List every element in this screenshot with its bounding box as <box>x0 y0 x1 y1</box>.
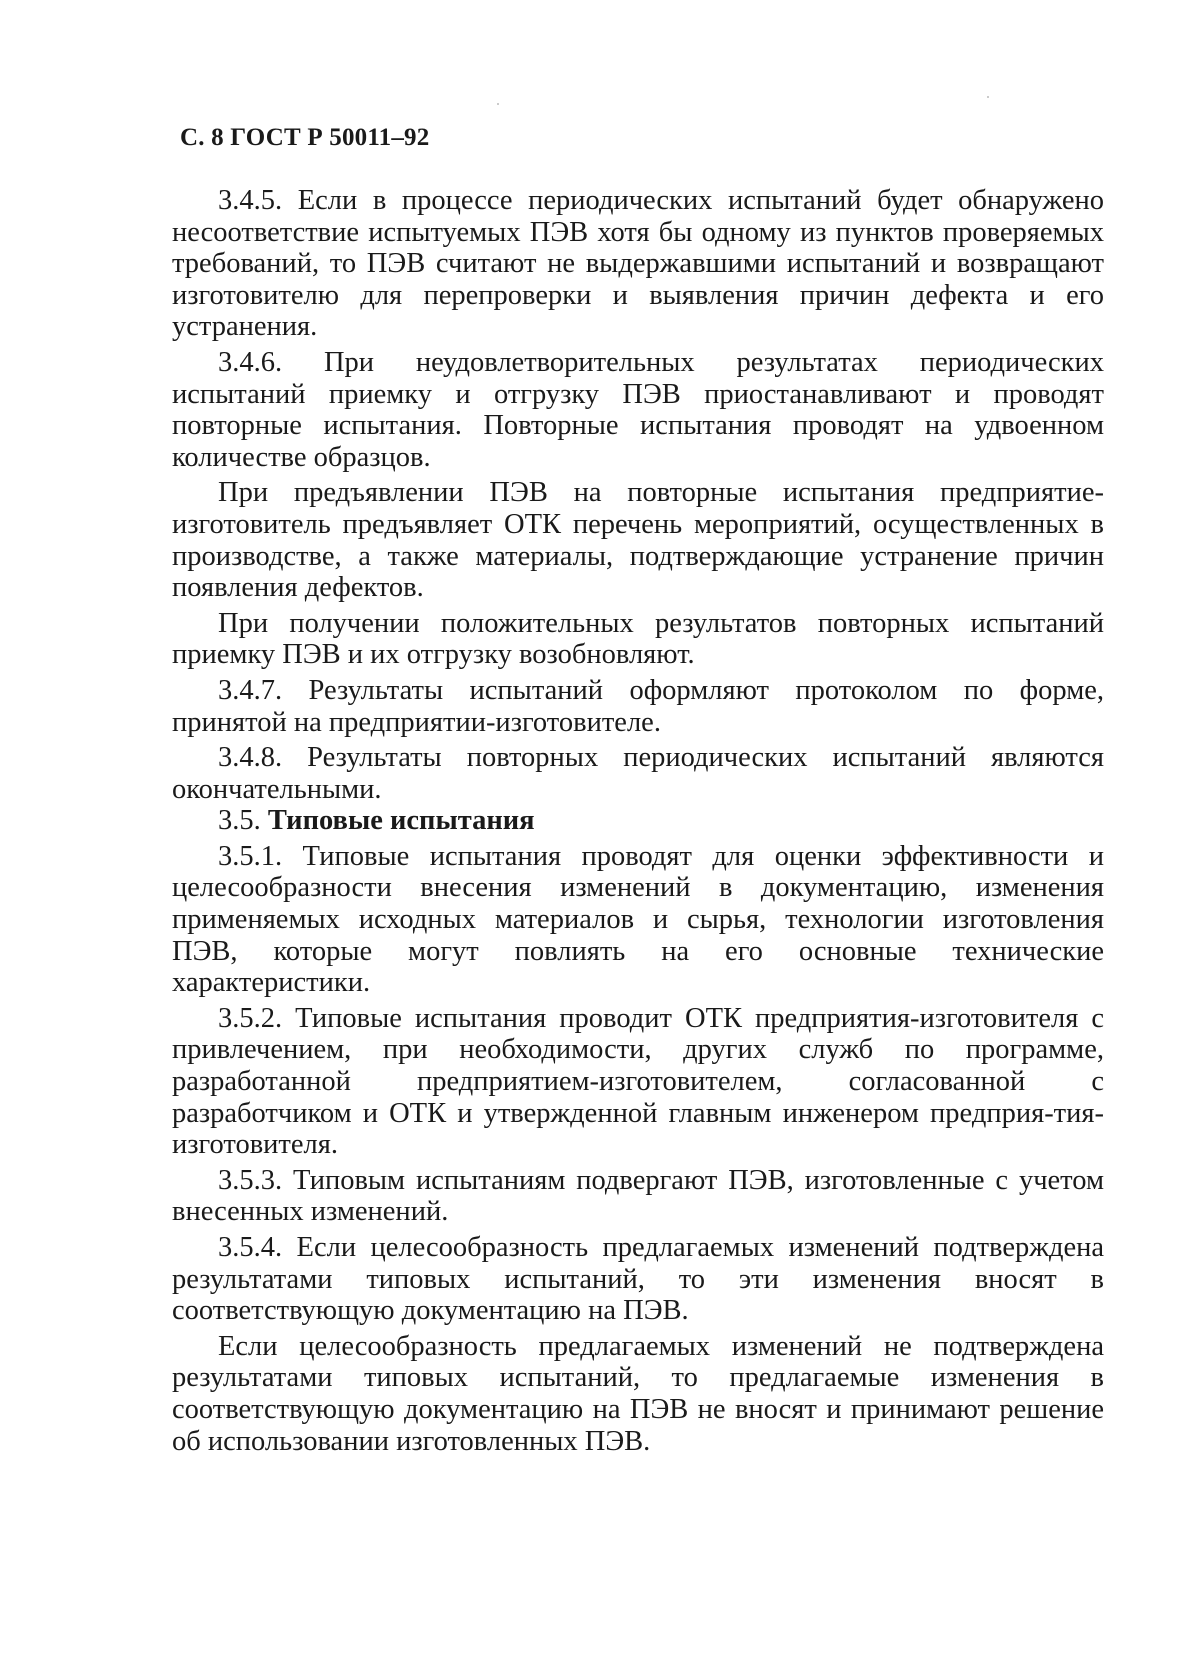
paragraph-3-4-6: 3.4.6. При неудовлетворительных результатах периодических испытаний приемку и отгрузку ПЭВ приостанавливают и проводят повторные испытания. Повторные испытания проводят на удвоенном количестве образцов. <box>172 346 1104 473</box>
document-body <box>172 185 1104 1457</box>
section-number: 3.5. <box>218 805 261 837</box>
page-header: С. 8 ГОСТ Р 50011–92 <box>180 124 430 151</box>
section-heading <box>172 805 1104 837</box>
scan-speck <box>987 96 989 98</box>
paragraph-3-4-7: 3.4.7. Результаты испытаний оформляют протоколом по форме, принятой на предприятии-изготовителе. <box>172 674 1104 738</box>
paragraph-3-5-2: 3.5.2. Типовые испытания проводит ОТК предприятия-изготовителя с привлечением, при необходимости, других служб по программе, разработанной предприятием-изготовителем, согласованной с разработчиком и ОТК и утвержденной главным инженером предприя-тия-изготовителя. <box>172 1002 1104 1161</box>
paragraph-repeat-tests: При предъявлении ПЭВ на повторные испытания предприятие-изготовитель предъявляет ОТК перечень мероприятий, осуществленных в производстве, а также материалы, подтверждающие устранение причин появления дефектов. <box>172 477 1104 604</box>
paragraph-3-4-8: 3.4.8. Результаты повторных периодических испытаний являются окончательными. <box>172 742 1104 805</box>
paragraph-3-5-1: 3.5.1. Типовые испытания проводят для оценки эффективности и целесообразности внесения изменений в документацию, изменения применяемых исходных материалов и сырья, технологии изготовления ПЭВ, которые могут повлиять на его основные технические характеристики. <box>172 840 1104 999</box>
paragraph-3-5-3: 3.5.3. Типовым испытаниям подвергают ПЭВ, изготовленные с учетом внесенных изменений. <box>172 1164 1104 1228</box>
scan-speck <box>497 103 499 105</box>
paragraph-resume-acceptance: При получении положительных результатов повторных испытаний приемку ПЭВ и их отгрузку возобновляют. <box>172 607 1104 671</box>
paragraph-not-confirmed: Если целесообразность предлагаемых изменений не подтверждена результатами типовых испытаний, то предлагаемые изменения в соответствующую документацию на ПЭВ не вносят и принимают решение об использовании изготовленных ПЭВ. <box>172 1330 1104 1457</box>
section-title: Типовые испытания <box>267 805 535 837</box>
paragraph-3-5-4: 3.5.4. Если целесообразность предлагаемых изменений подтверждена результатами типовых испытаний, то эти изменения вносят в соответствующую документацию на ПЭВ. <box>172 1232 1104 1327</box>
paragraph-3-4-5: 3.4.5. Если в процессе периодических испытаний будет обнаружено несоответствие испытуемых ПЭВ хотя бы одному из пунктов проверяемых требований, то ПЭВ считают не выдержавшими испытаний и возвращают изготовителю для перепроверки и выявления причин дефекта и его устранения. <box>172 185 1104 343</box>
